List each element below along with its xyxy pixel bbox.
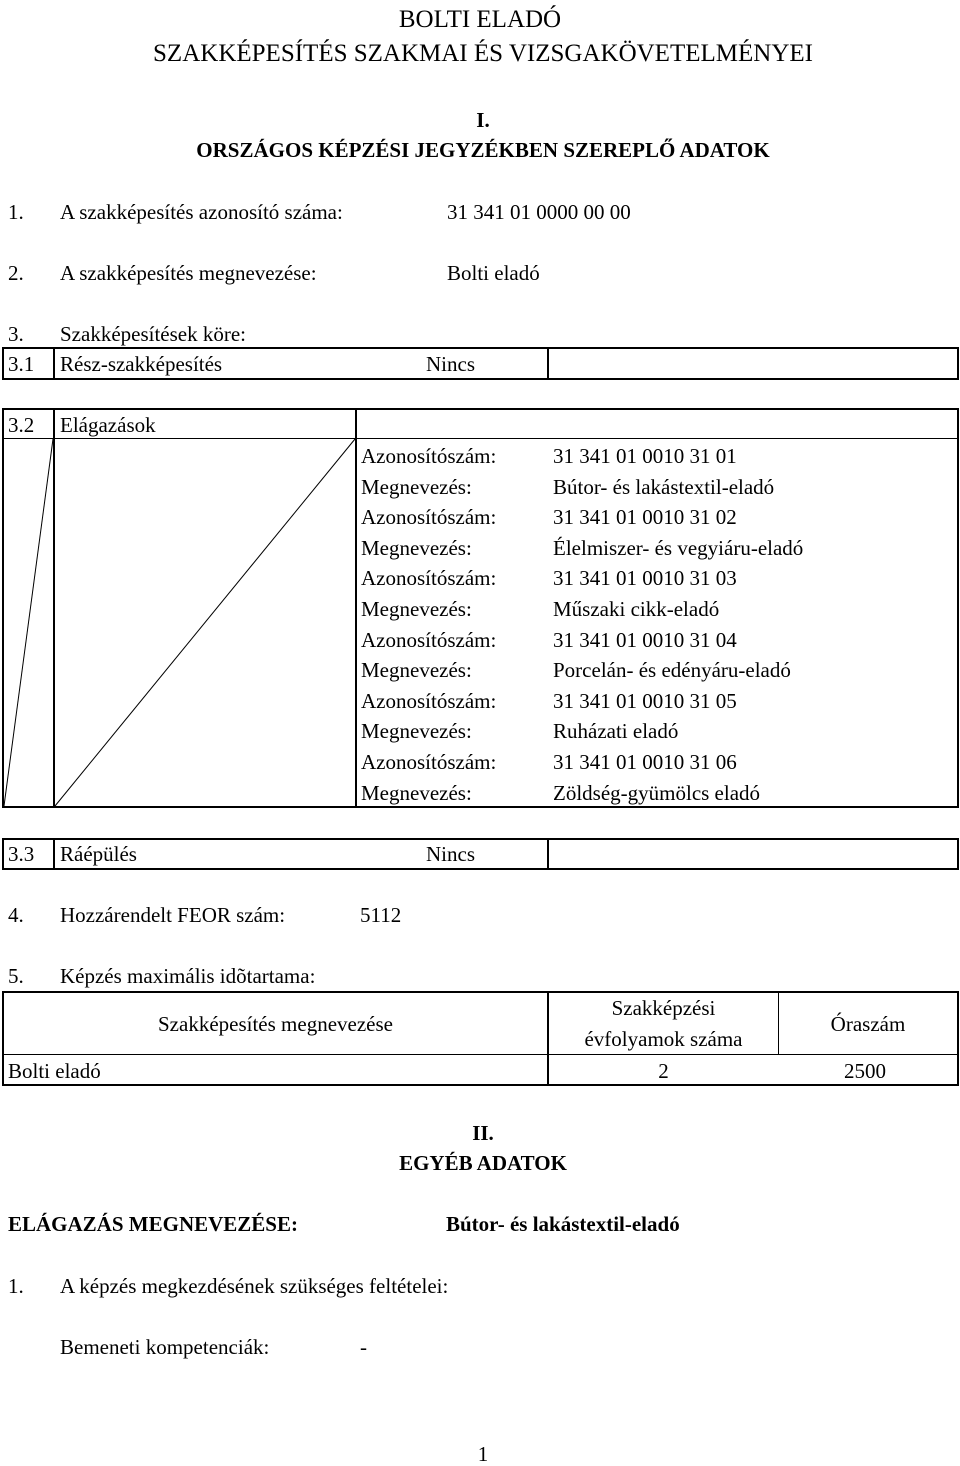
branch-row-key: Azonosítószám: xyxy=(361,627,497,652)
row-3-3-label: Ráépülés xyxy=(60,842,137,866)
table-header-years-line2: évfolyamok száma xyxy=(584,1027,743,1051)
item-1-label: A szakképesítés azonosító száma: xyxy=(60,200,343,224)
part2-item-1-number: 1. xyxy=(8,1274,24,1298)
row-3-1-number: 3.1 xyxy=(8,352,35,376)
page-number: 1 xyxy=(477,1442,489,1466)
item-2-number: 2. xyxy=(8,261,24,285)
item-1-value: 31 341 01 0000 00 00 xyxy=(447,200,631,224)
branch-row-value: Porcelán- és edényáru-eladó xyxy=(553,658,791,683)
item-2-label: A szakképesítés megnevezése: xyxy=(60,261,317,285)
item-4-value: 5112 xyxy=(360,903,402,927)
doc-title-line1: BOLTI ELADÓ xyxy=(398,6,562,33)
item-4-number: 4. xyxy=(8,903,24,927)
part1-title: ORSZÁGOS KÉPZÉSI JEGYZÉKBEN SZEREPLŐ ADATOK xyxy=(196,138,770,162)
part2-title: EGYÉB ADATOK xyxy=(399,1151,567,1175)
branch-row-key: Megnevezés: xyxy=(361,535,472,560)
branch-row-value: 31 341 01 0010 31 03 xyxy=(553,566,737,591)
branch-row-key: Megnevezés: xyxy=(361,719,472,744)
branch-row-key: Megnevezés: xyxy=(361,597,472,621)
branch-row-key: Azonosítószám: xyxy=(361,444,497,468)
branch-row-key: Megnevezés: xyxy=(361,658,472,683)
row-3-2-number: 3.2 xyxy=(8,413,35,437)
item-5-label: Képzés maximális idõtartama: xyxy=(60,964,316,988)
part1-roman: I. xyxy=(476,108,490,132)
row-3-3-value: Nincs xyxy=(426,842,475,866)
table-cell-years: 2 xyxy=(658,1059,669,1083)
table-cell-hours: 2500 xyxy=(844,1059,886,1083)
branch-row-value: 31 341 01 0010 31 05 xyxy=(553,688,737,713)
branch-row-value: Zöldség-gyümölcs eladó xyxy=(553,780,761,805)
item-2-value: Bolti eladó xyxy=(447,261,540,285)
branch-row-value: Élelmiszer- és vegyiáru-eladó xyxy=(553,535,804,560)
table-header-years-line1: Szakképzési xyxy=(611,996,716,1020)
input-competencies-label: Bemeneti kompetenciák: xyxy=(60,1335,270,1359)
table-header-name: Szakképesítés megnevezése xyxy=(158,1012,393,1036)
item-4-label: Hozzárendelt FEOR szám: xyxy=(60,903,286,927)
branch-row-value: 31 341 01 0010 31 01 xyxy=(553,444,737,468)
branch-row-value: Műszaki cikk-eladó xyxy=(553,597,720,621)
branch-row-value: Ruházati eladó xyxy=(553,719,679,744)
branch-name-value: Bútor- és lakástextil-eladó xyxy=(446,1212,680,1236)
part2-item-1-label: A képzés megkezdésének szükséges feltételei: xyxy=(60,1274,449,1298)
part2-roman: II. xyxy=(472,1121,494,1145)
input-competencies-value: - xyxy=(360,1335,367,1359)
row-3-2-label: Elágazások xyxy=(60,413,156,437)
item-5-number: 5. xyxy=(8,964,24,988)
table-header-hours: Óraszám xyxy=(830,1012,906,1036)
branch-row-value: 31 341 01 0010 31 02 xyxy=(553,505,737,530)
branch-row-key: Megnevezés: xyxy=(361,780,472,805)
branch-row-key: Azonosítószám: xyxy=(361,505,497,530)
row-3-1-label: Rész-szakképesítés xyxy=(60,352,223,376)
branch-row-key: Megnevezés: xyxy=(361,474,472,499)
branch-row-key: Azonosítószám: xyxy=(361,566,497,591)
row-3-1-value: Nincs xyxy=(426,352,475,376)
doc-title-line2: SZAKKÉPESÍTÉS SZAKMAI ÉS VIZSGAKÖVETELMÉNYEI xyxy=(153,40,813,67)
branch-row-key: Azonosítószám: xyxy=(361,688,497,713)
branch-row-value: Bútor- és lakástextil-eladó xyxy=(553,474,775,499)
branch-row-value: 31 341 01 0010 31 04 xyxy=(553,627,737,652)
item-1-number: 1. xyxy=(8,200,24,224)
item-3-label: Szakképesítések köre: xyxy=(60,322,247,346)
table-cell-name: Bolti eladó xyxy=(8,1059,101,1083)
item-3-number: 3. xyxy=(8,322,24,346)
branch-name-label: ELÁGAZÁS MEGNEVEZÉSE: xyxy=(8,1212,298,1236)
branch-row-value: 31 341 01 0010 31 06 xyxy=(553,750,737,774)
row-3-3-number: 3.3 xyxy=(8,842,35,866)
branch-row-key: Azonosítószám: xyxy=(361,750,497,774)
